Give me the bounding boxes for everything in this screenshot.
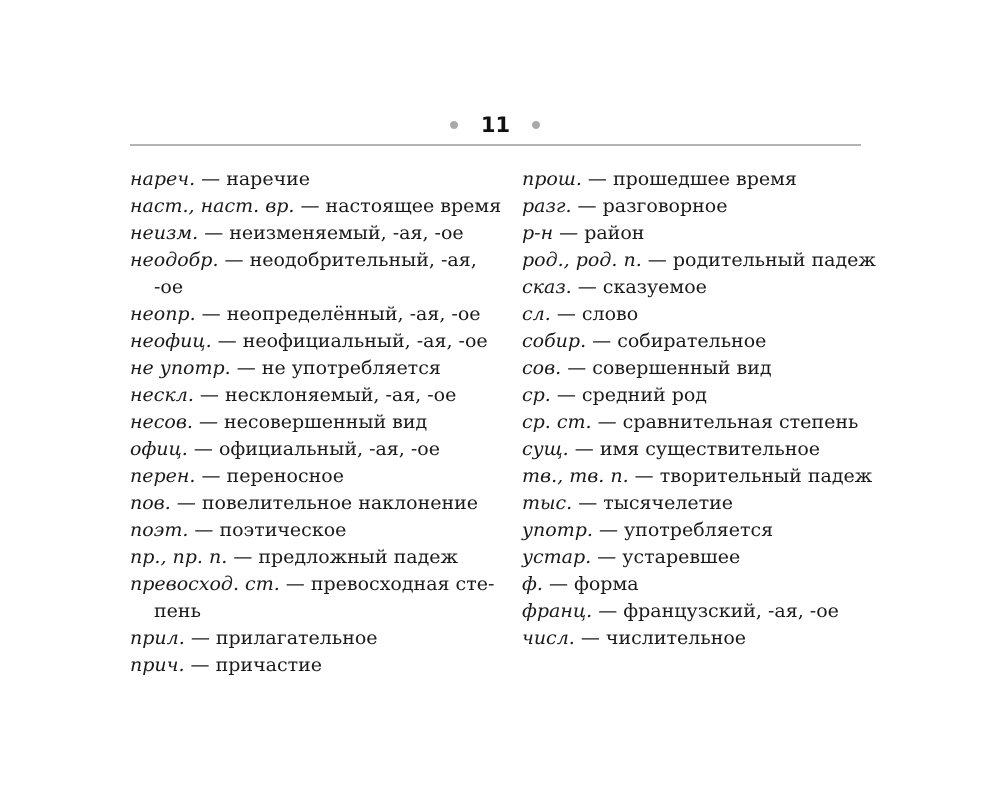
abbreviation-meaning: — употребляется — [592, 519, 774, 541]
abbreviation-meaning: — имя существительное — [568, 438, 821, 460]
page-header — [130, 108, 861, 144]
abbreviation-term: пр., пр. п. — [130, 546, 228, 568]
abbreviation-term: франц. — [522, 600, 593, 622]
abbreviation-entry — [522, 517, 867, 544]
abbreviation-term: ср. — [522, 384, 551, 406]
abbreviation-meaning: — официальный, -ая, -ое — [187, 438, 440, 460]
abbreviation-term: сл. — [522, 303, 551, 325]
abbreviation-meaning: — форма — [542, 573, 639, 595]
abbreviation-term: поэт. — [130, 519, 189, 541]
abbreviation-meaning: — творительный падеж — [628, 465, 873, 487]
abbreviation-term: офиц. — [130, 438, 188, 460]
bullet-dot-right-icon — [532, 121, 540, 129]
abbreviation-meaning: — несклоняемый, -ая, -ое — [193, 384, 457, 406]
page-number: 11 — [480, 113, 511, 137]
abbreviation-entry — [130, 571, 495, 598]
abbreviation-term: превосход. ст. — [130, 573, 280, 595]
abbreviations-right-column — [522, 166, 876, 652]
abbreviation-term: неодобр. — [130, 249, 219, 271]
abbreviation-meaning: — неодобрительный, -ая, — [218, 249, 477, 271]
abbreviation-entry — [522, 247, 876, 274]
abbreviation-entry — [522, 220, 867, 247]
abbreviation-term: ф. — [522, 573, 543, 595]
abbreviation-term: р-н — [522, 222, 554, 244]
abbreviation-entry — [130, 247, 477, 274]
abbreviation-meaning: — разговорное — [571, 195, 728, 217]
abbreviation-term: употр. — [522, 519, 593, 541]
abbreviation-meaning: — неофициальный, -ая, -ое — [211, 330, 488, 352]
abbreviation-meaning: — родительный падеж — [641, 249, 876, 271]
abbreviations-left-column — [130, 166, 502, 679]
abbreviation-meaning: — не употребляется — [230, 357, 441, 379]
abbreviation-term: устар. — [522, 546, 592, 568]
abbreviation-term: числ. — [522, 627, 575, 649]
abbreviation-meaning-continuation: -ое — [154, 276, 184, 298]
abbreviation-meaning: — собирательное — [586, 330, 767, 352]
abbreviation-entry — [522, 436, 867, 463]
abbreviation-term: не употр. — [130, 357, 231, 379]
abbreviation-term: прош. — [522, 168, 582, 190]
abbreviation-meaning: — неопределённый, -ая, -ое — [195, 303, 481, 325]
abbreviation-meaning: — сказуемое — [571, 276, 707, 298]
abbreviation-entry — [130, 544, 475, 571]
abbreviation-term: сов. — [522, 357, 562, 379]
abbreviation-entry — [522, 463, 873, 490]
abbreviation-entry — [130, 382, 475, 409]
abbreviation-entry — [522, 274, 867, 301]
abbreviation-meaning: — причастие — [184, 654, 323, 676]
abbreviation-term: сущ. — [522, 438, 569, 460]
abbreviation-term: прил. — [130, 627, 185, 649]
abbreviation-term: нескл. — [130, 384, 194, 406]
abbreviation-term: пов. — [130, 492, 171, 514]
abbreviation-meaning: — наречие — [195, 168, 311, 190]
abbreviation-term: прич. — [130, 654, 185, 676]
abbreviation-entry — [522, 166, 867, 193]
abbreviation-term: перен. — [130, 465, 196, 487]
abbreviation-meaning: — числительное — [574, 627, 747, 649]
abbreviation-entry — [130, 490, 479, 517]
abbreviation-term: наст., наст. вр. — [130, 195, 295, 217]
abbreviation-entry — [130, 436, 475, 463]
abbreviation-term: собир. — [522, 330, 587, 352]
abbreviation-meaning: — неизменяемый, -ая, -ое — [198, 222, 464, 244]
abbreviation-entry — [522, 571, 867, 598]
abbreviation-meaning: — превосходная сте- — [279, 573, 495, 595]
abbreviation-meaning: — несовершенный вид — [192, 411, 428, 433]
abbreviation-meaning: — район — [553, 222, 645, 244]
abbreviation-term: неофиц. — [130, 330, 212, 352]
abbreviation-entry — [522, 193, 867, 220]
abbreviation-meaning: — настоящее время — [294, 195, 502, 217]
abbreviation-entry — [130, 625, 475, 652]
abbreviation-entry — [130, 517, 475, 544]
abbreviation-entry — [130, 355, 475, 382]
abbreviation-entry — [130, 409, 475, 436]
abbreviation-term: разг. — [522, 195, 572, 217]
abbreviation-meaning: — французский, -ая, -ое — [592, 600, 839, 622]
abbreviation-term: нареч. — [130, 168, 196, 190]
abbreviation-meaning: — совершенный вид — [561, 357, 772, 379]
abbreviation-term: род., род. п. — [522, 249, 642, 271]
abbreviation-entry — [522, 301, 867, 328]
abbreviation-entry — [522, 355, 867, 382]
abbreviation-meaning: — средний род — [550, 384, 707, 406]
abbreviation-entry — [522, 544, 867, 571]
abbreviation-entry — [130, 193, 502, 220]
abbreviation-entry — [130, 166, 475, 193]
abbreviation-meaning: — тысячелетие — [572, 492, 734, 514]
abbreviation-entry — [522, 409, 867, 436]
abbreviation-term: сказ. — [522, 276, 572, 298]
abbreviation-meaning: — переносное — [195, 465, 344, 487]
header-divider — [130, 144, 861, 146]
abbreviation-entry — [130, 220, 475, 247]
abbreviation-entry — [522, 625, 867, 652]
abbreviation-entry — [130, 301, 481, 328]
abbreviation-meaning: — устаревшее — [591, 546, 741, 568]
abbreviation-entry — [130, 652, 475, 679]
abbreviation-entry — [522, 598, 867, 625]
abbreviation-meaning-continuation: пень — [154, 600, 201, 622]
abbreviation-term: несов. — [130, 411, 193, 433]
abbreviation-entry — [522, 328, 867, 355]
abbreviation-entry — [522, 490, 867, 517]
abbreviation-term: тыс. — [522, 492, 573, 514]
abbreviation-term: ср. ст. — [522, 411, 592, 433]
abbreviation-term: неопр. — [130, 303, 196, 325]
abbreviation-meaning: — прошедшее время — [581, 168, 797, 190]
abbreviation-meaning: — предложный падеж — [227, 546, 459, 568]
abbreviation-meaning: — прилагательное — [184, 627, 378, 649]
abbreviation-meaning: — сравнительная степень — [591, 411, 859, 433]
abbreviation-entry — [522, 382, 867, 409]
abbreviation-meaning: — слово — [550, 303, 639, 325]
abbreviation-entry — [130, 463, 475, 490]
abbreviation-term: неизм. — [130, 222, 199, 244]
abbreviation-meaning: — повелительное наклонение — [170, 492, 479, 514]
abbreviation-term: тв., тв. п. — [522, 465, 629, 487]
abbreviation-entry — [130, 328, 488, 355]
abbreviation-meaning: — поэтическое — [188, 519, 347, 541]
